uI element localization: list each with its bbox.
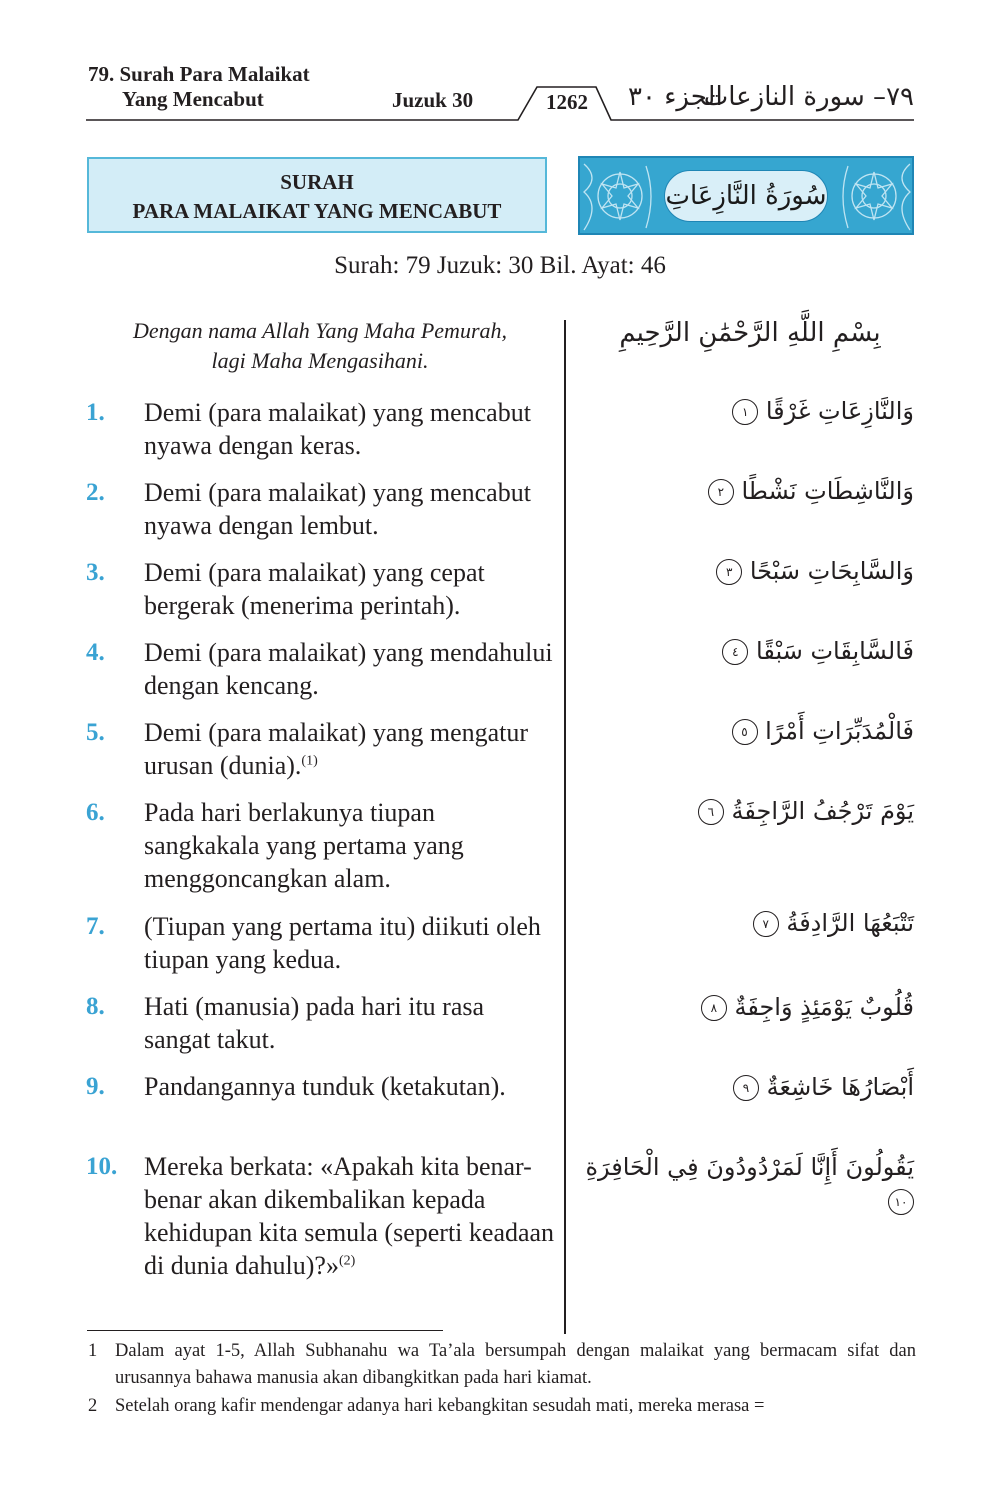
arabic-text: تَتْبَعُهَا الرَّادِفَةُ [786,909,914,937]
verse-end-marker: ٧ [753,911,779,937]
verse-arabic [584,1070,914,1104]
basmalah-translation-line2: lagi Maha Mengasihani. [211,348,429,373]
footnote [88,1338,916,1392]
basmalah-translation-line1: Dengan nama Allah Yang Maha Pemurah, [133,318,507,343]
basmalah-arabic: بِسْمِ اللَّهِ الرَّحْمَٰنِ الرَّحِيمِ [619,318,881,348]
verse-text: Demi (para malaikat) yang mencabut nyawa dengan lembut. [144,478,531,540]
verse-number: 3. [86,559,105,586]
surah-meta: Surah: 79 Juzuk: 30 Bil. Ayat: 46 [334,252,666,279]
verse-text: Demi (para malaikat) yang mengatur urusan (dunia). [144,718,529,780]
footnote-text: Dalam ayat 1-5, Allah Subhanahu wa Ta’ala bersumpah dengan malaikat yang bermacam sifat dan urusannya bahawa manusia akan dibangkitkan pada hari kiamat. [115,1341,916,1388]
header-juzuk: Juzuk 30 [392,88,474,112]
verse-end-marker: ٥ [732,719,758,745]
verse-end-marker: ٦ [698,799,724,825]
header-surah-line1: 79. Surah Para Malaikat [88,62,310,86]
verse-number: 1. [86,399,105,426]
verse-arabic [584,714,914,748]
verse-text: Demi (para malaikat) yang mencabut nyawa dengan keras. [144,398,531,460]
footnote-ref[interactable]: (1) [301,753,318,769]
verse-text: Pada hari berlakunya tiupan sangkakala yang pertama yang menggoncangkan alam. [144,798,464,893]
verse-translation [86,990,556,1056]
footnote-number: 1 [88,1341,98,1361]
verse-text: Pandangannya tunduk (ketakutan). [144,1072,506,1101]
surah-title-box [87,157,547,233]
verse-end-marker: ٢ [708,479,734,505]
footnote [88,1393,916,1420]
header-arabic-juz: الجزء ٣٠ [628,82,723,112]
verse-translation [86,1150,556,1282]
verse-arabic [584,394,914,428]
header-surah-line2: Yang Mencabut [122,87,264,111]
page-number: 1262 [546,90,588,114]
verse-arabic [584,474,914,508]
verse-text: Mereka berkata: «Apakah kita benar-benar akan dikembalikan kepada kehidupan kita semula (seperti keadaan di dunia dahulu)?» [144,1152,555,1280]
verse-number: 6. [86,799,105,826]
verse-number: 5. [86,719,105,746]
verse-text: Demi (para malaikat) yang cepat bergerak (menerima perintah). [144,558,485,620]
verse-end-marker: ٨ [701,995,727,1021]
verse-end-marker: ١٠ [888,1189,914,1215]
arabic-text: وَالنَّازِعَاتِ غَرْقًا [765,397,914,425]
verse-arabic [584,554,914,588]
verse-end-marker: ٩ [733,1075,759,1101]
arabic-text: فَالْمُدَبِّرَاتِ أَمْرًا [765,717,914,745]
verse-end-marker: ٣ [716,559,742,585]
verse-end-marker: ١ [732,399,758,425]
arabic-text: أَبْصَارُهَا خَاشِعَةٌ [766,1073,914,1101]
surah-title-line1: SURAH [280,170,354,194]
verse-translation [86,396,556,462]
verse-arabic [584,634,914,668]
verse-translation [86,556,556,622]
arabic-surah-cartouche: سُورَةُ النَّازِعَاتِ [664,170,828,222]
verse-translation [86,1070,556,1103]
verse-translation [86,716,556,782]
arabic-text: فَالسَّابِقَاتِ سَبْقًا [756,637,914,665]
verse-end-marker: ٤ [722,639,748,665]
ornamental-surah-banner [578,156,914,235]
arabic-text: قُلُوبٌ يَوْمَئِذٍ وَاجِفَةٌ [734,993,914,1021]
basmalah-translation [90,316,550,376]
verse-arabic [584,906,914,940]
verse-translation [86,910,556,976]
arabic-text: يَقُولُونَ أَإِنَّا لَمَرْدُودُونَ فِي الْحَافِرَةِ [585,1153,914,1181]
footnote-number: 2 [88,1396,98,1416]
verse-text-wrap [144,716,556,782]
verse-arabic [584,990,914,1024]
verse-text: (Tiupan yang pertama itu) diikuti oleh tiupan yang kedua. [144,912,541,974]
verse-text: Demi (para malaikat) yang mendahului dengan kencang. [144,638,553,700]
header-arabic-surah: ٧٩– سورة النازعات [703,82,914,112]
verse-arabic [584,794,914,828]
footnote-text: Setelah orang kafir mendengar adanya hari kebangkitan sesudah mati, mereka merasa = [115,1396,765,1416]
verse-arabic [584,1150,914,1218]
verse-translation [86,796,556,895]
footnote-ref[interactable]: (2) [338,1253,356,1269]
column-divider [564,320,566,1334]
verse-translation [86,636,556,702]
verse-translation [86,476,556,542]
arabic-text: يَوْمَ تَرْجُفُ الرَّاجِفَةُ [731,797,914,825]
verse-text: Hati (manusia) pada hari itu rasa sangat takut. [144,992,485,1054]
arabic-text: وَالنَّاشِطَاتِ نَشْطًا [741,477,914,505]
surah-title-line2: PARA MALAIKAT YANG MENCABUT [132,199,502,223]
verse-text-wrap [144,1150,556,1282]
footnote-rule [87,1330,443,1331]
verse-number: 4. [86,639,105,666]
verse-number: 7. [86,913,105,940]
verse-number: 9. [86,1073,105,1100]
running-header-surah [88,62,310,112]
verse-number: 2. [86,479,105,506]
verse-number: 8. [86,993,105,1020]
arabic-text: وَالسَّابِحَاتِ سَبْحًا [749,557,914,585]
verse-number: 10. [86,1153,118,1180]
